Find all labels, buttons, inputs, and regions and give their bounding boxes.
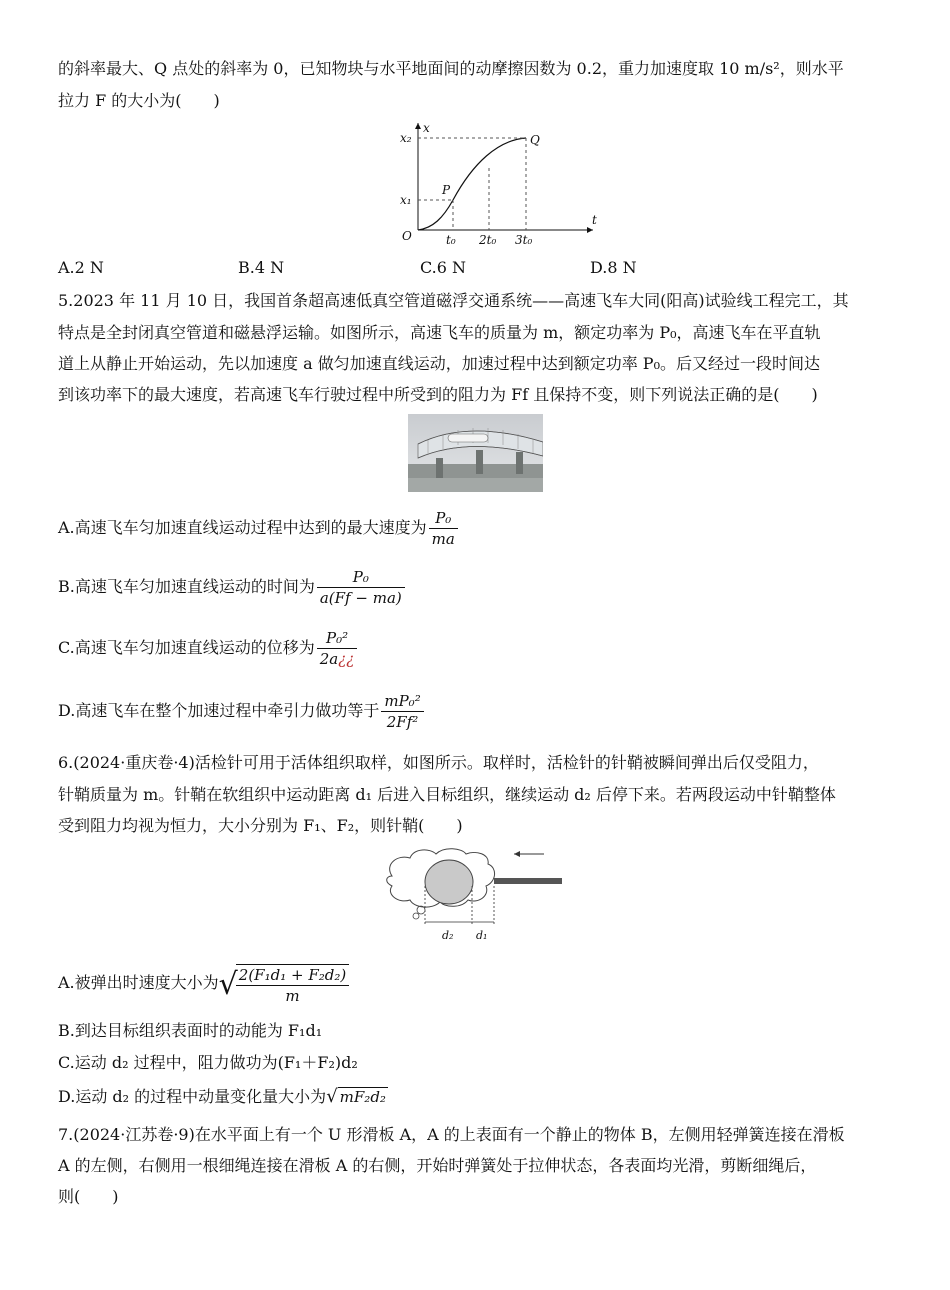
q6-option-a-den: m	[236, 985, 349, 1006]
sqrt-icon: √	[218, 966, 238, 1002]
q5-option-a-num: P₀	[435, 509, 452, 527]
q6-option-d	[58, 1086, 388, 1108]
q5-line-2: 特点是全封闭真空管道和磁悬浮运输。如图所示，高速飞车的质量为 m，额定功率为 P₀，高速飞车在平直轨	[58, 323, 821, 342]
q4-option-b: B.4 N	[238, 258, 285, 277]
q6-option-b: B.到达目标组织表面时的动能为 F₁d₁	[58, 1021, 323, 1040]
q4-option-a: A.2 N	[58, 258, 104, 277]
q4-option-c: C.6 N	[420, 258, 467, 277]
fig-d2-label: d₂	[442, 929, 454, 942]
q5-line-4: 到该功率下的最大速度，若高速飞车行驶过程中所受到的阻力为 Ff 且保持不变，则下列说法正确的是( )	[58, 385, 818, 404]
q6-line-2: 针鞘质量为 m。针鞘在软组织中运动距离 d₁ 后进入目标组织，继续运动 d₂ 后停下来。若两段运动中针鞘整体	[58, 785, 836, 804]
point-q-label: Q	[530, 133, 540, 147]
q6-line-3: 受到阻力均视为恒力，大小分别为 F₁、F₂，则针鞘( )	[58, 816, 463, 835]
q6-line-1: 6.(2024·重庆卷·4)活检针可用于活体组织取样，如图所示。取样时，活检针的针鞘被瞬间弹出后仅受阻力，	[58, 753, 819, 772]
q5-option-d-num: mP₀²	[384, 692, 421, 710]
q5-option-a-den: ma	[429, 528, 458, 549]
q7-line-3: 则( )	[58, 1187, 119, 1206]
q7-line-1: 7.(2024·江苏卷·9)在水平面上有一个 U 形滑板 A，A 的上表面有一个静止的物体 B，左侧用轻弹簧连接在滑板	[58, 1125, 845, 1144]
q5-option-c-garbled: ¿¿	[338, 650, 355, 668]
biopsy-needle-figure	[384, 846, 569, 944]
axis-label-t: t	[592, 213, 597, 227]
q5-line-3: 道上从静止开始运动，先以加速度 a 做匀加速直线运动，加速过程中达到额定功率 P₀。后又经过一段时间达	[58, 354, 820, 373]
sqrt-icon: √	[326, 1086, 338, 1107]
q5-option-b-den: a(Ff − ma)	[317, 587, 405, 608]
axis-label-x: x	[423, 121, 430, 135]
q5-line-1: 5.2023 年 11 月 10 日，我国首条超高速低真空管道磁浮交通系统——高速飞车大同(阳高)试验线工程完工，其	[58, 291, 849, 310]
q6-option-a-text: A.被弹出时速度大小为	[58, 973, 219, 992]
fig-d1-label: d₁	[476, 929, 488, 942]
x2-label: x₂	[400, 131, 412, 145]
q6-option-c: C.运动 d₂ 过程中，阻力做功为(F₁＋F₂)d₂	[58, 1053, 358, 1072]
q4-line-2: 拉力 F 的大小为( )	[58, 91, 220, 110]
q5-option-c-den: 2a	[319, 650, 339, 668]
q6-option-d-text: D.运动 d₂ 的过程中动量变化量大小为	[58, 1087, 327, 1106]
q5-option-d-text: D.高速飞车在整个加速过程中牵引力做功等于	[58, 701, 380, 720]
q5-option-a	[58, 506, 458, 550]
q5-option-a-text: A.高速飞车匀加速直线运动过程中达到的最大速度为	[58, 518, 427, 537]
q5-option-c-text: C.高速飞车匀加速直线运动的位移为	[58, 638, 315, 657]
q6-option-a	[58, 958, 349, 1009]
q5-option-d-den: 2Ff²	[381, 711, 423, 732]
q5-option-b-text: B.高速飞车匀加速直线运动的时间为	[58, 577, 315, 596]
point-p-label: P	[442, 183, 451, 197]
2t0-label: 2t₀	[479, 233, 497, 247]
q6-option-a-num: 2(F₁d₁ + F₂d₂)	[238, 965, 347, 984]
x-t-graph	[398, 118, 598, 250]
q5-option-c	[58, 626, 357, 670]
q5-option-b-num: P₀	[352, 568, 369, 586]
q5-option-d	[58, 689, 424, 733]
q4-options	[58, 258, 894, 280]
x1-label: x₁	[400, 193, 412, 207]
q7-line-2: A 的左侧，右侧用一根细绳连接在滑板 A 的右侧，开始时弹簧处于拉伸状态，各表面均光滑，剪断细绳后，	[58, 1156, 817, 1175]
q5-option-c-num: P₀²	[326, 629, 349, 647]
q6-option-d-radicand: mF₂d₂	[339, 1088, 386, 1106]
q4-option-d: D.8 N	[590, 258, 637, 277]
origin-label: O	[402, 229, 412, 243]
3t0-label: 3t₀	[515, 233, 533, 247]
t0-label: t₀	[446, 233, 456, 247]
maglev-photo	[408, 414, 543, 492]
q4-line-1: 的斜率最大、Q 点处的斜率为 0，已知物块与水平地面间的动摩擦因数为 0.2，重力加速度取 10 m/s²，则水平	[58, 59, 844, 78]
q5-option-b	[58, 565, 405, 609]
